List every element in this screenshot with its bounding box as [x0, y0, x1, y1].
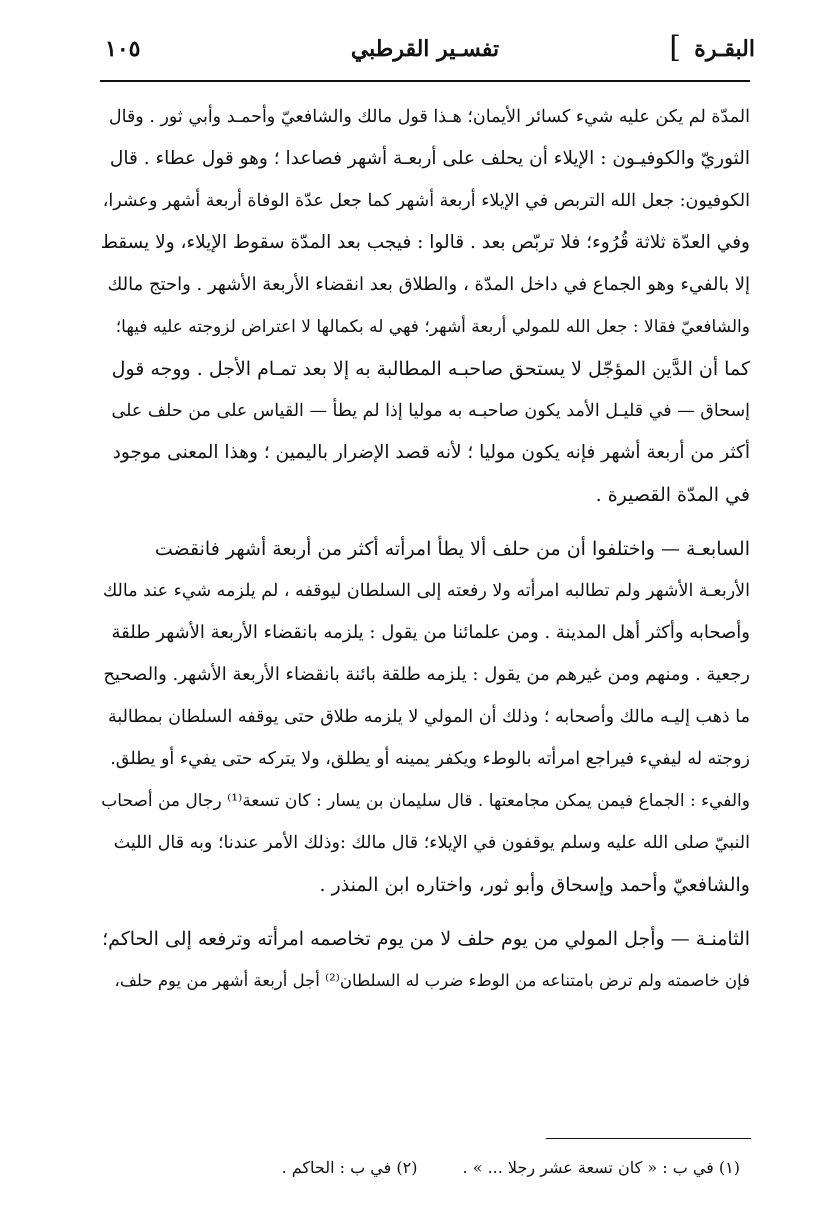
page-header	[95, 28, 755, 68]
text-line: السابعـة — واختلفوا أن من حلف ألا يطأ امرأته أكثر من أربعة أشهر فانقضت	[154, 538, 750, 560]
text-line: وأصحابه وأكثر أهل المدينة . ومن علمائنا من يقول : يلزمه بانقضاء الأربعة الأشهر طلقة	[111, 622, 750, 643]
text-line: إلا بالفيء وهو الجماع في داخل المدّة ، والطلاق بعد انقضاء الأربعة الأشهر . واحتج مالك	[107, 274, 750, 295]
text-line: النبيّ صلى الله عليه وسلم يوقفون في الإيلاء؛ قال مالك :وذلك الأمر عندنا؛ وبه قال الليث	[113, 833, 750, 853]
page-number: ١٠٥	[105, 36, 141, 62]
text-line: والفيء : الجماع فيمن يمكن مجامعتها . قال سليمان بن يسار : كان تسعة⁽¹⁾ رجال من أصحاب	[101, 791, 750, 811]
main-text	[100, 96, 750, 1002]
text-line: والشافعيّ وأحمد وإسحاق وأبو ثور، واختاره ابن المنذر .	[319, 874, 750, 896]
text-line: رجعية . ومنهم ومن غيرهم من يقول : يلزمه طلقة بائنة بانقضاء الأربعة الأشهر. والصحيح	[103, 664, 750, 685]
surah-name: البقـرة	[694, 36, 755, 62]
text-line: ما ذهب إليـه مالك وأصحابه ؛ وذلك أن المولي لا يلزمه طلاق حتى يوقفه السلطان بمطالبة	[107, 707, 750, 727]
paragraph-eighth	[100, 918, 750, 1002]
footnotes	[100, 1150, 740, 1186]
footnote-1: (١) في ب : « كان تسعة عشر رجلا ... » .	[462, 1158, 740, 1177]
text-line: زوجته له ليفيء فيراجع امرأته بالوطء ويكفر يمينه أو يطلق، ولا يتركه حتى يفيء أو يطلق.	[110, 749, 750, 769]
text-line: إسحاق — في قليـل الأمد يكون صاحبـه به موليا إذا لم يطأ — القياس على من حلف على	[111, 401, 750, 421]
text-line: الثوريّ والكوفيـون : الإيلاء أن يحلف على أربعـة أشهر فصاعدا ؛ وهو قول عطاء . قال	[109, 148, 750, 169]
text-line: في المدّة القصيرة .	[595, 484, 750, 506]
text-line: كما أن الدَّين المؤجّل لا يستحق صاحبـه المطالبة به إلا بعد تمـام الأجل . ووجه قول	[111, 358, 750, 380]
footnote-2: (٢) في ب : الحاكم .	[281, 1158, 418, 1177]
paragraph-seventh	[100, 528, 750, 906]
text-line: الأربعـة الأشهر ولم تطالبه امرأته ولا رفعته إلى السلطان ليوقفه ، لم يلزمه شيء عند مالك	[102, 581, 750, 601]
footnote-rule	[546, 1138, 751, 1139]
paragraph-1	[100, 96, 750, 516]
text-line: أكثر من أربعة أشهر فإنه يكون موليا ؛ لأنه قصد الإضرار باليمين ؛ وهذا المعنى موجود	[112, 442, 750, 463]
book-title: تفسـير القرطبي	[350, 36, 500, 62]
text-line: المدّة لم يكن عليه شيء كسائر الأيمان؛ هـذا قول مالك والشافعيّ وأحمـد وأبي ثور . وقال	[108, 107, 750, 127]
text-line: وفي العدّة ثلاثة قُرُوء؛ فلا تربّص بعد . قالوا : فيجب بعد المدّة سقوط الإيلاء، ولا يسقط	[100, 232, 750, 253]
text-line: الثامنـة — وأجل المولي من يوم حلف لا من يوم تخاصمه امرأته وترفعه إلى الحاكم؛	[102, 928, 750, 950]
text-line: والشافعيّ فقالا : جعل الله للمولي أربعة أشهر؛ فهي له بكمالها لا اعتراض لزوجته عليه فيها؛	[115, 317, 750, 337]
header-rule	[100, 80, 750, 82]
header-bracket: ]	[669, 30, 681, 65]
text-line: الكوفيون: جعل الله التربص في الإيلاء أربعة أشهر كما جعل عدّة الوفاة أربعة أشهر وعشرا،	[102, 191, 750, 211]
text-line: فإن خاصمته ولم ترض بامتناعه من الوطء ضرب له السلطان⁽²⁾ أجل أربعة أشهر من يوم حلف،	[114, 971, 750, 990]
